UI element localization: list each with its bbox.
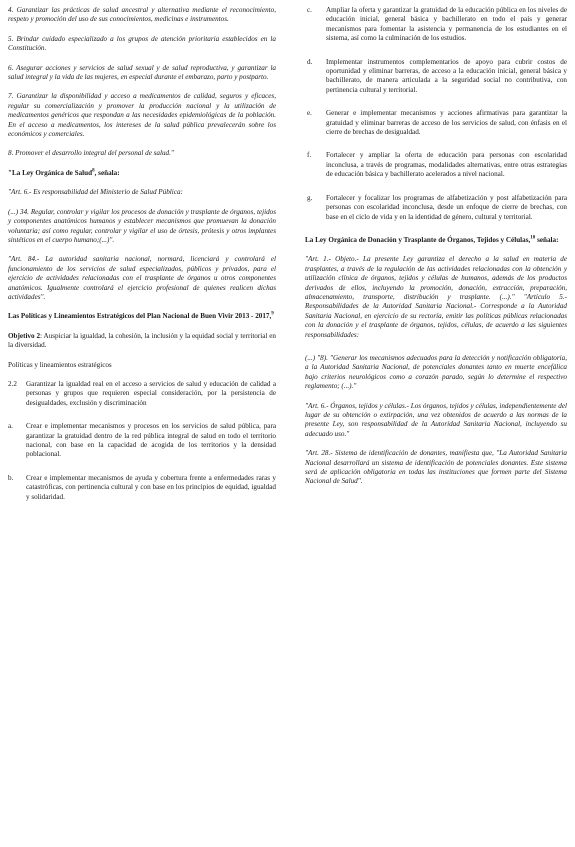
objective-2: Objetivo 2: Auspiciar la igualdad, la cohesión, la inclusión y la equidad social y territorial en la diversidad.: [8, 331, 277, 350]
policy-item-8: 8. Promover el desarrollo integral del personal de salud.": [8, 149, 174, 158]
article-6-item-34: (...) 34. Regular, controlar y vigilar los procesos de donación y trasplante de órganos, tejidos y componentes anatómicos humanos y establecer mecanismos que promuevan la donación voluntaria; así como regular, controlar y vigilar el uso de órtesis, prótesis y otros implantes sintéticos en el cuerpo humano;(...)".: [8, 207, 276, 244]
footnote-ref-10: 10: [530, 235, 536, 241]
lettered-item-f: f. Fortalecer y ampliar la oferta de educación para personas con escolaridad inconclusa, a través de programas, modalidades alternativas, entre otras estrategias de educación básica y bachillerato acelerados a nivel nacional.: [307, 151, 567, 179]
policy-item-5: 5. Brindar cuidado especializado a los grupos de atención prioritaria establecidos en la Constitución.: [8, 34, 276, 53]
donation-law-heading: La Ley Orgánica de Donación y Trasplante de Órganos, Tejidos y Células,$^{10}$ señala:: [305, 235, 559, 244]
article-6-quote: "Art. 6.- Es responsabilidad del Ministerio de Salud Pública:: [8, 188, 183, 197]
lettered-item-b: b. Crear e implementar mecanismos de ayuda y cobertura frente a enfermedades raras y catastróficas, con pertinencia cultural y con base en los principios de equidad, igualdad y solidaridad.: [8, 473, 276, 501]
article-5-item-8: (...) "8). "Generar los mecanismos adecuados para la detección y notificación obligatoria, a la Autoridad Sanitaria Nacional, de potenciales donantes tanto en muerte encefálica bajo criterios neurológicos como a corazón parado, según lo determine el respectivo reglamento; (...).": [305, 353, 567, 391]
lettered-item-a: a. Crear e implementar mecanismos y procesos en los servicios de salud pública, para garantizar la gratuidad dentro de la red pública integral de salud en todo el territorio nacional, con base en la capacidad de acogida de los territorios y la densidad poblacional.: [8, 422, 276, 459]
footnote-ref-9: 9: [271, 311, 274, 317]
policies-label: Políticas y lineamientos estratégicos: [8, 360, 112, 369]
lettered-item-g: g. Fortalecer y focalizar los programas de alfabetización y post alfabetización para personas con escolaridad inconclusa, desde un enfoque de cierre de brechas, con base en el ciclo de vida y en la identidad de género, cultural y territorial.: [307, 193, 567, 221]
article-6-organs: "Art. 6.- Órganos, tejidos y células.- Los órganos, tejidos y células, independientemente del lugar de su obtención o extirpación, una vez obtenidos de acuerdo a las normas de la presente Ley, son responsabilidad de la Autoridad Sanitaria Nacional, incluyendo su adecuado uso.": [305, 401, 567, 438]
policy-item-6: 6. Asegurar acciones y servicios de salud sexual y de salud reproductiva, y garantizar la salud integral y la vida de las mujeres, en especial durante el embarazo, parto y postparto.: [8, 63, 276, 82]
lettered-item-d: d. Implementar instrumentos complementarios de apoyo para cubrir costos de oportunidad y eliminar barreras, de acceso a la educación inicial, general básica y bachillerato, de manera articulada a la seguridad social no contributiva, con pertinencia cultural y territorial.: [307, 57, 567, 94]
left-column: [8, 6, 276, 502]
right-column: [305, 6, 567, 487]
article-28-quote: "Art. 28.- Sistema de identificación de donantes, manifiesta que, "La Autoridad Sanitaria Nacional desarrollará un sistema de identificación de potenciales donantes. Este sistema será de aplicación obligatoria en todas las instituciones que formen parte del Sistema Nacional de Salud".: [305, 449, 567, 486]
policy-item-4: 4. Garantizar las prácticas de salud ancestral y alternativa mediante el reconocimiento, respeto y promoción del uso de sus conocimientos, medicinas e instrumentos.: [8, 6, 276, 24]
lettered-item-c: c. Ampliar la oferta y garantizar la gratuidad de la educación pública en los niveles de educación inicial, general básica y bachillerato en todo el país y generar mecanismos para fomentar la asistencia y permanencia de los estudiantes en el sistema, así como la culminación de los estudios.: [307, 6, 567, 43]
plan-heading: Las Políticas y Lineamientos Estratégicos del Plan Nacional de Buen Vivir 2013 - 2017,$^9$: [8, 311, 274, 321]
policy-2-2: 2.2 Garantizar la igualdad real en el acceso a servicios de salud y educación de calidad a personas y grupos que requieren especial consideración, por la persistencia de desigualdades, exclusión y discriminación: [8, 379, 276, 407]
footnote-ref-8: 8: [92, 168, 95, 174]
lettered-item-e: e. Generar e implementar mecanismos y acciones afirmativas para garantizar la gratuidad y eliminar barreras de acceso de los servicios de salud, con énfasis en el cierre de brechas de desigualdad.: [307, 109, 567, 137]
article-1-quote: "Art. 1.- Objeto.- La presente Ley garantiza el derecho a la salud en materia de trasplantes, a través de la regulación de las actividades relacionadas con la obtención y utilización clínica de órganos, tejidos y células de humanos, además de los productos derivados de ellos, incluyendo la promoción, donación, extracción, preparación, almacenamiento, transporte, distribución y trasplante. (...)." "Artículo 5.- Responsabilidades de la Autoridad Sanitaria Nacional.- Corresponde a la Autoridad Sanitaria Nacional, en ejercicio de su rectoría, emitir las políticas públicas relacionadas con la donación y el trasplante de órganos, tejidos, células, de acuerdo a las siguientes responsabilidades:: [305, 255, 567, 339]
article-84-quote: "Art. 84.- La autoridad sanitaria nacional, normará, licenciará y controlará el funcionamiento de los servicios de salud especializados, públicos y privados, para el ejercicio de actividades relacionadas con el trasplante de órganos u otros componentes anatómicos. Igualmente controlará el ejercicio profesional de quienes realicen dichas actividades".: [8, 255, 276, 301]
health-law-heading: "La Ley Orgánica de Salud$^8$, señala:: [8, 168, 120, 177]
policy-item-7: 7. Garantizar la disponibilidad y acceso a medicamentos de calidad, seguros y eficaces, regular su comercialización y promover la producción nacional y la utilización de medicamentos genéricos que respondan a las necesidades epidemiológicas de la población. En el acceso a medicamentos, los intereses de la salud pública prevalecerán sobre los económicos y comerciales.: [8, 92, 276, 139]
objective-label: Objetivo 2: [8, 331, 41, 340]
